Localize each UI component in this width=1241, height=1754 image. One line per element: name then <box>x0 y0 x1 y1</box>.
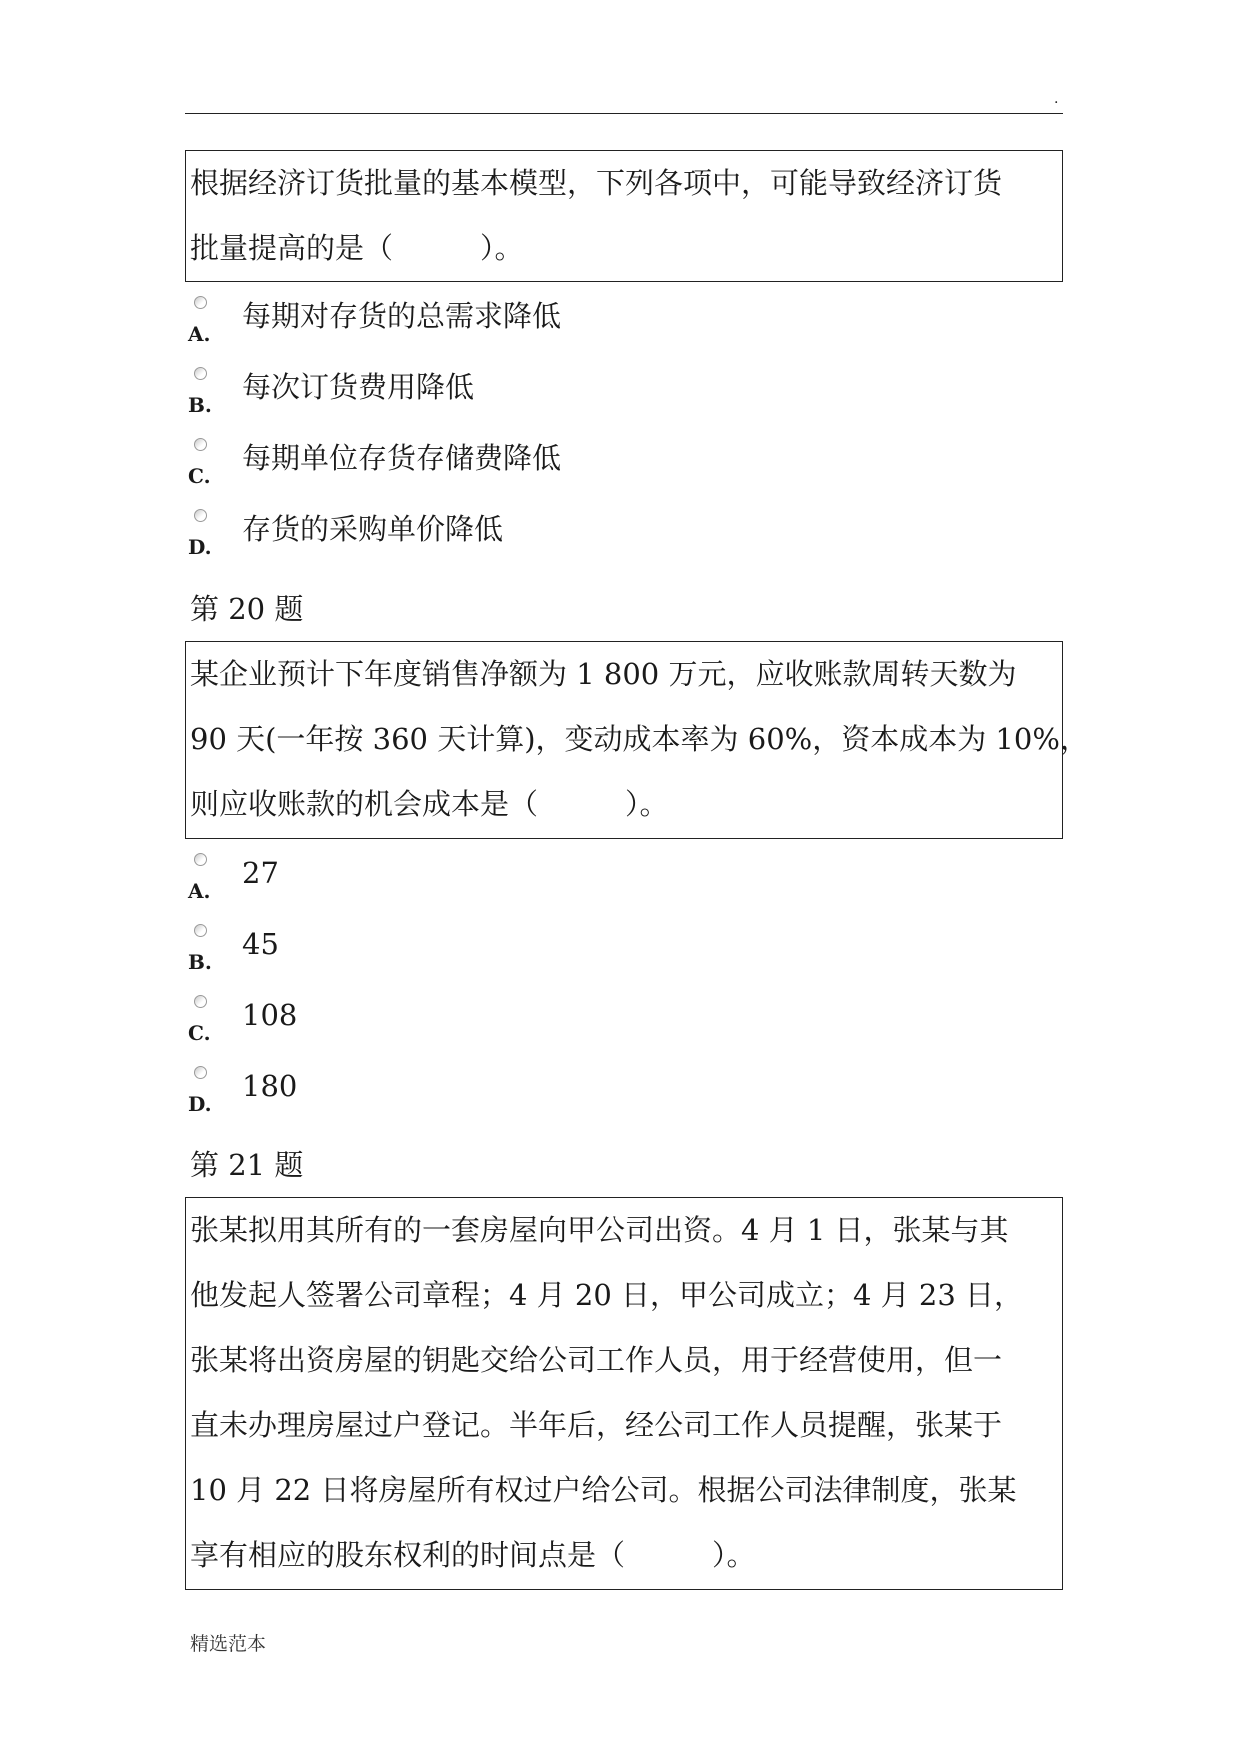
stem-line: 则应收账款的机会成本是（ ）。 <box>190 787 669 821</box>
stem-line: 90 天(一年按 360 天计算)，变动成本率为 60%，资本成本为 10%， <box>190 722 1089 756</box>
question-21-title: 第 21 题 <box>190 1148 304 1182</box>
header-rule <box>185 113 1063 114</box>
stem-line: 某企业预计下年度销售净额为 1 800 万元，应收账款周转天数为 <box>190 657 1017 691</box>
option-letter: D. <box>188 535 212 559</box>
option-letter: A. <box>188 322 211 346</box>
option-letter: A. <box>188 879 211 903</box>
stem-line: 张某将出资房屋的钥匙交给公司工作人员，用于经营使用，但一 <box>190 1343 1003 1377</box>
question-21-stem <box>185 1197 1063 1590</box>
option-text: 存货的采购单价降低 <box>242 512 504 546</box>
question-19-stem <box>185 150 1063 282</box>
header-dot: . <box>1054 91 1059 107</box>
question-20-title: 第 20 题 <box>190 592 304 626</box>
footer-text: 精选范本 <box>190 1633 267 1655</box>
option-letter: D. <box>188 1092 212 1116</box>
question-20-stem <box>185 641 1089 839</box>
radio-icon[interactable] <box>194 853 207 866</box>
radio-icon[interactable] <box>194 438 207 451</box>
radio-icon[interactable] <box>194 995 207 1008</box>
radio-icon[interactable] <box>194 296 207 309</box>
radio-icon[interactable] <box>194 1066 207 1079</box>
stem-line: 批量提高的是（ ）。 <box>190 231 524 265</box>
option-text: 180 <box>242 1069 298 1103</box>
stem-line: 直未办理房屋过户登记。半年后，经公司工作人员提醒，张某于 <box>190 1408 1003 1442</box>
stem-line: 张某拟用其所有的一套房屋向甲公司出资。4 月 1 日，张某与其 <box>190 1213 1009 1247</box>
stem-line: 10 月 22 日将房屋所有权过户给公司。根据公司法律制度，张某 <box>190 1473 1017 1507</box>
option-letter: C. <box>188 1021 211 1045</box>
option-text: 108 <box>242 998 298 1032</box>
option-text: 45 <box>242 927 279 961</box>
option-letter: B. <box>188 950 212 974</box>
radio-icon[interactable] <box>194 367 207 380</box>
option-text: 每期对存货的总需求降低 <box>242 299 562 333</box>
option-text: 每次订货费用降低 <box>242 370 475 404</box>
option-text: 每期单位存货存储费降低 <box>242 441 562 475</box>
stem-line: 他发起人签署公司章程；4 月 20 日，甲公司成立；4 月 23 日， <box>190 1278 1024 1312</box>
stem-line: 根据经济订货批量的基本模型，下列各项中，可能导致经济订货 <box>190 166 1003 200</box>
stem-line: 享有相应的股东权利的时间点是（ ）。 <box>190 1538 756 1572</box>
radio-icon[interactable] <box>194 509 207 522</box>
option-text: 27 <box>242 856 279 890</box>
option-letter: C. <box>188 464 211 488</box>
option-letter: B. <box>188 393 212 417</box>
radio-icon[interactable] <box>194 924 207 937</box>
